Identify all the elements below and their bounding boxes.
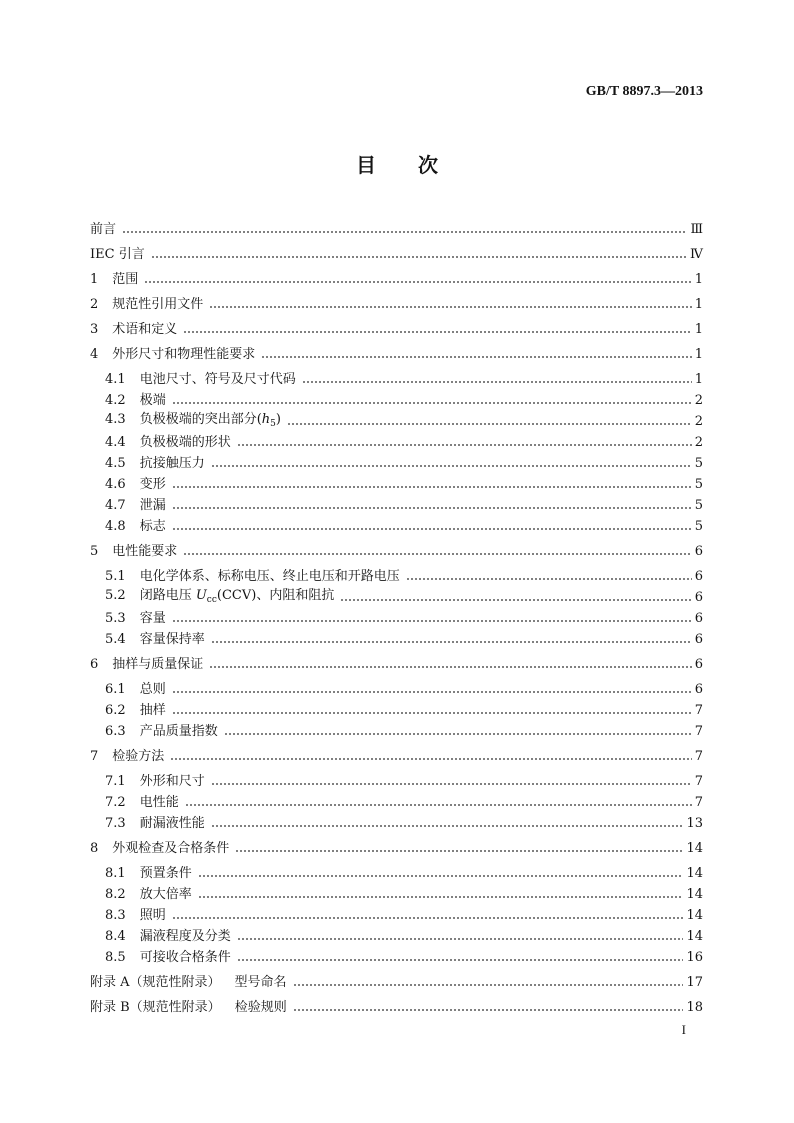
toc-page-number: 14: [686, 908, 703, 923]
toc-page-number: 6: [694, 632, 703, 647]
toc-page-number: Ⅳ: [690, 247, 703, 262]
toc-entry-line: [90, 629, 703, 650]
toc-page-number: 14: [686, 866, 703, 881]
toc-entry-number: 7.3: [105, 816, 126, 831]
toc-entry-label: [90, 541, 177, 562]
toc-entry-number: 4.6: [105, 477, 126, 492]
toc-entry-line: [90, 344, 703, 365]
toc-entry-title: 泄漏: [139, 498, 166, 513]
toc-page-number: 16: [686, 950, 703, 965]
page-title: 目 次: [356, 153, 449, 177]
dot-leader: [211, 813, 684, 834]
toc-entry-number: 8.1: [105, 866, 126, 881]
dot-leader: [209, 654, 691, 675]
toc-entry-label: [105, 771, 205, 792]
toc-page-number: 7: [694, 724, 703, 739]
dot-leader: [302, 369, 692, 390]
toc-page-number: 18: [686, 1000, 703, 1015]
toc-subsection-entry: [90, 369, 703, 390]
dot-leader: [293, 972, 684, 993]
toc-entry-line: [90, 219, 703, 240]
toc-entry-number: 4.8: [105, 519, 126, 534]
dot-leader: [237, 432, 692, 453]
toc-page-number: 6: [694, 590, 703, 605]
toc-entry-title: 外形和尺寸: [139, 774, 205, 789]
toc-entry-title: 标志: [139, 519, 166, 534]
toc-entry: [90, 746, 703, 767]
dot-leader: [211, 771, 692, 792]
toc-entry-line: [90, 269, 703, 290]
toc-subsection-entry: [90, 884, 703, 905]
toc-entry: [90, 294, 703, 315]
toc-entry-number: 4.5: [105, 456, 126, 471]
toc-entry-title: 电池尺寸、符号及尺寸代码: [139, 372, 296, 387]
toc-entry-label: [105, 369, 296, 390]
toc-entry-label: [90, 838, 229, 859]
dot-leader: [406, 566, 692, 587]
toc-entry-title: 抽样与质量保证: [112, 657, 204, 672]
toc-entry-number: 8.5: [105, 950, 126, 965]
toc-entry-line: [90, 369, 703, 390]
toc-subsection-entry: [90, 863, 703, 884]
toc-entry-line: [90, 746, 703, 767]
toc-entry-line: [90, 838, 703, 859]
toc-entry-number: 4.1: [105, 372, 126, 387]
toc-entry-line: [90, 700, 703, 721]
toc-entry: [90, 972, 703, 993]
toc-entry-number: 8.3: [105, 908, 126, 923]
toc-entry-line: [90, 997, 703, 1018]
toc-entry-title: 可接收合格条件: [139, 950, 231, 965]
toc-subsection-entry: [90, 700, 703, 721]
toc-entry-title: 耐漏液性能: [139, 816, 205, 831]
toc-entry-number: 6.3: [105, 724, 126, 739]
toc-entry-number: 5.3: [105, 611, 126, 626]
toc-subsection-entry: [90, 792, 703, 813]
toc-entry-title: 型号命名: [234, 975, 287, 990]
toc-page-number: 5: [694, 498, 703, 513]
toc-subsection-entry: [90, 474, 703, 495]
toc-entry: [90, 541, 703, 562]
toc-entry-number: 4.3: [105, 411, 126, 427]
toc-entry-label: [105, 453, 205, 474]
toc-entry-number: 附录 B（规范性附录）: [90, 1000, 221, 1015]
toc-entry-line: [90, 771, 703, 792]
toc-entry-label: [105, 721, 218, 742]
toc-entry-title: 预置条件: [139, 866, 192, 881]
toc-subsection-entry: [90, 947, 703, 968]
toc-entry-number: 3: [90, 322, 99, 337]
toc-entry-line: [90, 495, 703, 516]
toc-entry: [90, 244, 703, 265]
toc-entry-line: [90, 516, 703, 537]
toc-entry-title: 外形尺寸和物理性能要求: [112, 347, 256, 362]
toc-entry-title: 检验方法: [112, 749, 165, 764]
toc-subsection-entry: [90, 905, 703, 926]
dot-leader: [293, 997, 684, 1018]
toc-entry-label: [105, 884, 192, 905]
dot-leader: [144, 269, 691, 290]
toc-entry-number: 1: [90, 272, 99, 287]
toc-page-number: 5: [694, 456, 703, 471]
toc-entry-label: [90, 654, 203, 675]
toc-entry: [90, 219, 703, 240]
toc-entry-number: 8: [90, 841, 99, 856]
toc-entry-number: 4.7: [105, 498, 126, 513]
toc-entry-title: 前言: [90, 222, 117, 237]
toc-page-number: 7: [694, 703, 703, 718]
toc-entry-number: 5.2: [105, 587, 126, 603]
toc-entry-line: [90, 813, 703, 834]
toc-entry-number: 5.4: [105, 632, 126, 647]
toc-entry-number: 8.4: [105, 929, 126, 944]
toc-entry-label: [90, 746, 164, 767]
toc-entry: [90, 838, 703, 859]
toc-entry-line: [90, 453, 703, 474]
toc-entry-title: 规范性引用文件: [112, 297, 204, 312]
toc-page-number: 14: [686, 887, 703, 902]
toc-entry-line: [90, 721, 703, 742]
dot-leader: [209, 294, 691, 315]
dot-leader: [211, 453, 692, 474]
toc-entry-line: [90, 972, 703, 993]
toc-entry-number: 附录 A（规范性附录）: [90, 975, 221, 990]
dot-leader: [185, 792, 692, 813]
table-of-contents: [90, 215, 703, 1022]
toc-entry-label: [105, 813, 205, 834]
toc-entry-line: [90, 587, 703, 608]
toc-page-number: 1: [694, 272, 703, 287]
toc-entry-number: 4: [90, 347, 99, 362]
dot-leader: [151, 244, 687, 265]
toc-math-subscript: 5: [270, 418, 276, 429]
toc-entry-number: 4.2: [105, 393, 126, 408]
toc-entry-label: [105, 792, 179, 813]
toc-entry-label: [90, 997, 287, 1018]
toc-page-number: 2: [694, 414, 703, 429]
toc-entry-number: 5.1: [105, 569, 126, 584]
toc-entry-title-continuation: ): [275, 411, 281, 427]
toc-entry-number: 5: [90, 544, 99, 559]
toc-entry-label: [105, 700, 166, 721]
toc-subsection-entry: [90, 516, 703, 537]
toc-page-number: 14: [686, 929, 703, 944]
dot-leader: [172, 495, 692, 516]
toc-page-number: Ⅲ: [690, 222, 703, 237]
toc-entry-line: [90, 792, 703, 813]
toc-entry-label: [90, 244, 145, 265]
toc-page-number: 1: [694, 322, 703, 337]
toc-entry-number: 4.4: [105, 435, 126, 450]
dot-leader: [172, 516, 692, 537]
toc-entry-title: 抗接触压力: [139, 456, 205, 471]
dot-leader: [198, 884, 684, 905]
toc-math-subscript: cc: [206, 594, 217, 605]
toc-entry-title: 检验规则: [234, 1000, 287, 1015]
toc-subsection-entry: [90, 411, 703, 432]
toc-subsection-entry: [90, 813, 703, 834]
toc-page-number: 7: [694, 774, 703, 789]
toc-entry-label: [105, 516, 166, 537]
toc-entry-line: [90, 608, 703, 629]
toc-entry-label: [90, 219, 116, 240]
toc-entry: [90, 654, 703, 675]
toc-entry-line: [90, 947, 703, 968]
toc-entry-title: 负极极端的突出部分(: [139, 411, 262, 427]
toc-entry-number: 7: [90, 749, 99, 764]
toc-entry-title: 极端: [139, 393, 166, 408]
dot-leader: [211, 629, 692, 650]
toc-entry-number: 2: [90, 297, 99, 312]
toc-entry-label: [105, 863, 192, 884]
toc-entry-number: 8.2: [105, 887, 126, 902]
toc-page-number: 5: [694, 477, 703, 492]
toc-entry-line: [90, 863, 703, 884]
toc-page-number: 6: [694, 657, 703, 672]
toc-entry-title: 外观检查及合格条件: [112, 841, 230, 856]
toc-subsection-entry: [90, 495, 703, 516]
toc-entry-number: 6.2: [105, 703, 126, 718]
dot-leader: [287, 411, 692, 432]
dot-leader: [340, 587, 691, 608]
toc-entry-line: [90, 905, 703, 926]
toc-entry-label: [105, 679, 166, 700]
toc-entry-title: 变形: [139, 477, 166, 492]
dot-leader: [237, 947, 684, 968]
toc-entry-title: 漏液程度及分类: [139, 929, 231, 944]
toc-page-number: 13: [686, 816, 703, 831]
toc-entry-title: 电化学体系、标称电压、终止电压和开路电压: [139, 569, 400, 584]
toc-subsection-entry: [90, 721, 703, 742]
toc-entry-number: 7.1: [105, 774, 126, 789]
toc-entry-title: IEC 引言: [90, 247, 145, 262]
dot-leader: [170, 746, 691, 767]
toc-page-number: 7: [694, 749, 703, 764]
toc-entry-line: [90, 244, 703, 265]
dot-leader: [172, 608, 692, 629]
toc-entry-line: [90, 654, 703, 675]
toc-entry-number: 6: [90, 657, 99, 672]
toc-entry-label: [105, 585, 334, 611]
toc-entry-line: [90, 884, 703, 905]
toc-page-number: 1: [694, 347, 703, 362]
page-number: I: [681, 1022, 686, 1037]
toc-page-number: 7: [694, 795, 703, 810]
toc-entry-label: [105, 608, 166, 629]
toc-entry-line: [90, 679, 703, 700]
dot-leader: [172, 700, 692, 721]
toc-entry-title: 容量: [139, 611, 166, 626]
toc-entry-title: 放大倍率: [139, 887, 192, 902]
dot-leader: [183, 541, 691, 562]
toc-entry-label: [90, 972, 287, 993]
toc-entry-label: [90, 294, 203, 315]
toc-page-number: 2: [694, 393, 703, 408]
dot-leader: [261, 344, 691, 365]
toc-page-number: 14: [686, 841, 703, 856]
toc-entry-title: 负极极端的形状: [139, 435, 231, 450]
toc-entry-title: 照明: [139, 908, 166, 923]
toc-entry-line: [90, 319, 703, 340]
toc-entry-title: 产品质量指数: [139, 724, 218, 739]
toc-entry-title: 总则: [139, 682, 166, 697]
dot-leader: [237, 926, 684, 947]
dot-leader: [235, 838, 683, 859]
toc-entry-label: [90, 269, 138, 290]
toc-page-number: 2: [694, 435, 703, 450]
toc-entry-title: 电性能要求: [112, 544, 178, 559]
toc-entry: [90, 269, 703, 290]
standard-code: GB/T 8897.3—2013: [585, 84, 703, 99]
toc-entry-label: [90, 319, 177, 340]
toc-entry-line: [90, 541, 703, 562]
toc-entry-line: [90, 926, 703, 947]
toc-page-number: 1: [694, 372, 703, 387]
toc-page-number: 6: [694, 611, 703, 626]
toc-entry-title-continuation: (CCV)、内阻和阻抗: [216, 587, 335, 603]
toc-page-number: 6: [694, 544, 703, 559]
toc-entry-label: [105, 432, 231, 453]
toc-page-number: 5: [694, 519, 703, 534]
toc-entry-label: [105, 474, 166, 495]
toc-entry-label: [105, 409, 281, 435]
toc-entry-label: [105, 926, 231, 947]
dot-leader: [122, 219, 687, 240]
toc-subsection-entry: [90, 679, 703, 700]
toc-math-variable: U: [195, 587, 207, 603]
toc-math-variable: h: [261, 411, 271, 427]
toc-entry-title: 闭路电压: [139, 587, 196, 603]
toc-subsection-entry: [90, 587, 703, 608]
toc-entry-title: 容量保持率: [139, 632, 205, 647]
toc-entry-line: [90, 432, 703, 453]
toc-entry-title: 电性能: [139, 795, 179, 810]
toc-entry-label: [105, 495, 166, 516]
toc-subsection-entry: [90, 771, 703, 792]
toc-entry-number: 6.1: [105, 682, 126, 697]
toc-page-number: 6: [694, 569, 703, 584]
toc-entry: [90, 319, 703, 340]
toc-subsection-entry: [90, 608, 703, 629]
toc-page-number: 1: [694, 297, 703, 312]
toc-entry-label: [105, 629, 205, 650]
dot-leader: [183, 319, 691, 340]
toc-entry: [90, 344, 703, 365]
toc-entry-title: 范围: [112, 272, 139, 287]
toc-entry-line: [90, 294, 703, 315]
toc-entry-label: [90, 344, 255, 365]
dot-leader: [172, 474, 692, 495]
dot-leader: [172, 679, 692, 700]
toc-subsection-entry: [90, 629, 703, 650]
toc-entry-title: 术语和定义: [112, 322, 178, 337]
toc-subsection-entry: [90, 453, 703, 474]
toc-entry-line: [90, 411, 703, 432]
toc-subsection-entry: [90, 432, 703, 453]
toc-entry-line: [90, 474, 703, 495]
toc-page-number: 17: [686, 975, 703, 990]
toc-entry-title: 抽样: [139, 703, 166, 718]
toc-entry-label: [105, 905, 166, 926]
dot-leader: [198, 863, 684, 884]
toc-subsection-entry: [90, 926, 703, 947]
toc-entry: [90, 997, 703, 1018]
toc-entry-number: 7.2: [105, 795, 126, 810]
dot-leader: [172, 905, 684, 926]
toc-page-number: 6: [694, 682, 703, 697]
dot-leader: [224, 721, 692, 742]
toc-entry-label: [105, 947, 231, 968]
